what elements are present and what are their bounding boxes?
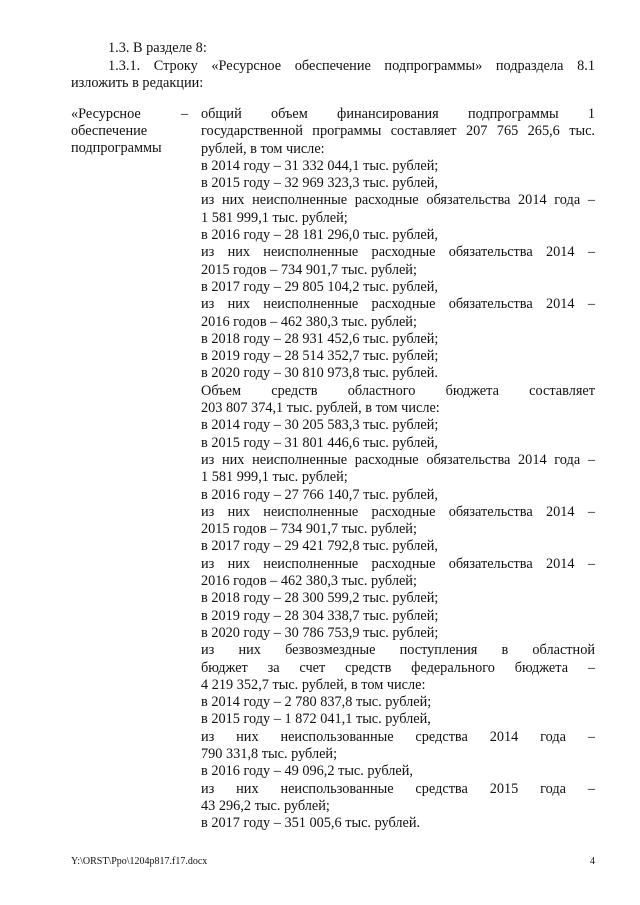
description-line: из них неиспользованные средства 2014 года –: [201, 728, 595, 745]
label-dash: –: [181, 106, 189, 122]
description-line: из них неисполненные расходные обязательства 2014 –: [201, 555, 595, 572]
instruction-text-continued: изложить в редакции:: [71, 75, 204, 91]
description-line: в 2016 году – 27 766 140,7 тыс. рублей,: [201, 486, 438, 503]
description-line: 2016 годов – 462 380,3 тыс. рублей;: [201, 313, 417, 330]
description-line: 43 296,2 тыс. рублей;: [201, 797, 330, 814]
description-line: 4 219 352,7 тыс. рублей, в том числе:: [201, 676, 426, 693]
description-line: из них неисполненные расходные обязательства 2014 –: [201, 503, 595, 520]
description-line: в 2015 году – 1 872 041,1 тыс. рублей,: [201, 711, 431, 728]
footer-file-path: Y:\ORST\Ppo\1204p817.f17.docx: [71, 856, 208, 867]
description-line: в 2016 году – 49 096,2 тыс. рублей,: [201, 763, 413, 780]
description-line: в 2017 году – 29 421 792,8 тыс. рублей,: [201, 538, 438, 555]
description-line: 790 331,8 тыс. рублей;: [201, 745, 338, 762]
description-line: в 2014 году – 30 205 583,3 тыс. рублей;: [201, 417, 439, 434]
description-line: в 2015 году – 32 969 323,3 тыс. рублей,: [201, 175, 438, 192]
section-heading: 1.3. В разделе 8:: [108, 40, 207, 56]
description-line: государственной программы составляет 207 765 265,6 тыс.: [201, 123, 595, 140]
resource-label-line: «Ресурсное: [71, 106, 141, 122]
description-line: 2015 годов – 734 901,7 тыс. рублей;: [201, 521, 417, 538]
description-line: в 2018 году – 28 300 599,2 тыс. рублей;: [201, 590, 439, 607]
description-line: из них безвозмездные поступления в областной: [201, 642, 595, 659]
description-line: в 2019 году – 28 514 352,7 тыс. рублей;: [201, 348, 439, 365]
description-line: в 2020 году – 30 786 753,9 тыс. рублей;: [201, 624, 439, 641]
description-line: в 2019 году – 28 304 338,7 тыс. рублей;: [201, 607, 439, 624]
description-line: 2016 годов – 462 380,3 тыс. рублей;: [201, 573, 417, 590]
footer-page-number: 4: [590, 856, 595, 867]
description-line: 2015 годов – 734 901,7 тыс. рублей;: [201, 261, 417, 278]
description-line: из них неисполненные расходные обязательства 2014 –: [201, 244, 595, 261]
description-line: из них неисполненные расходные обязательства 2014 –: [201, 296, 595, 313]
description-line: из них неисполненные расходные обязательства 2014 года –: [201, 451, 595, 468]
description-line: в 2015 году – 31 801 446,6 тыс. рублей,: [201, 434, 438, 451]
resource-description: [201, 106, 595, 832]
description-line: Объем средств областного бюджета составляет: [201, 382, 595, 399]
description-line: из них неисполненные расходные обязательства 2014 года –: [201, 192, 595, 209]
description-line: в 2014 году – 31 332 044,1 тыс. рублей;: [201, 157, 439, 174]
description-line: в 2017 году – 351 005,6 тыс. рублей.: [201, 815, 421, 832]
description-line: 1 581 999,1 тыс. рублей;: [201, 209, 348, 226]
description-line: в 2016 году – 28 181 296,0 тыс. рублей,: [201, 227, 438, 244]
description-line: в 2017 году – 29 805 104,2 тыс. рублей,: [201, 278, 438, 295]
resource-label-line: обеспечение: [71, 123, 148, 139]
description-line: рублей, в том числе:: [201, 140, 325, 157]
description-line: 203 807 374,1 тыс. рублей, в том числе:: [201, 400, 440, 417]
description-line: в 2014 году – 2 780 837,8 тыс. рублей;: [201, 694, 432, 711]
description-line: 1 581 999,1 тыс. рублей;: [201, 469, 348, 486]
description-line: из них неиспользованные средства 2015 года –: [201, 780, 595, 797]
resource-label-line: подпрограммы: [71, 140, 162, 156]
description-line: в 2020 году – 30 810 973,8 тыс. рублей.: [201, 365, 438, 382]
description-line: в 2018 году – 28 931 452,6 тыс. рублей;: [201, 330, 439, 347]
description-line: общий объем финансирования подпрограммы 1: [201, 106, 595, 122]
resource-label: [71, 106, 195, 157]
instruction-text: 1.3.1. Строку «Ресурсное обеспечение подпрограммы» подраздела 8.1: [108, 58, 595, 74]
description-line: бюджет за счет средств федерального бюджета –: [201, 659, 595, 676]
